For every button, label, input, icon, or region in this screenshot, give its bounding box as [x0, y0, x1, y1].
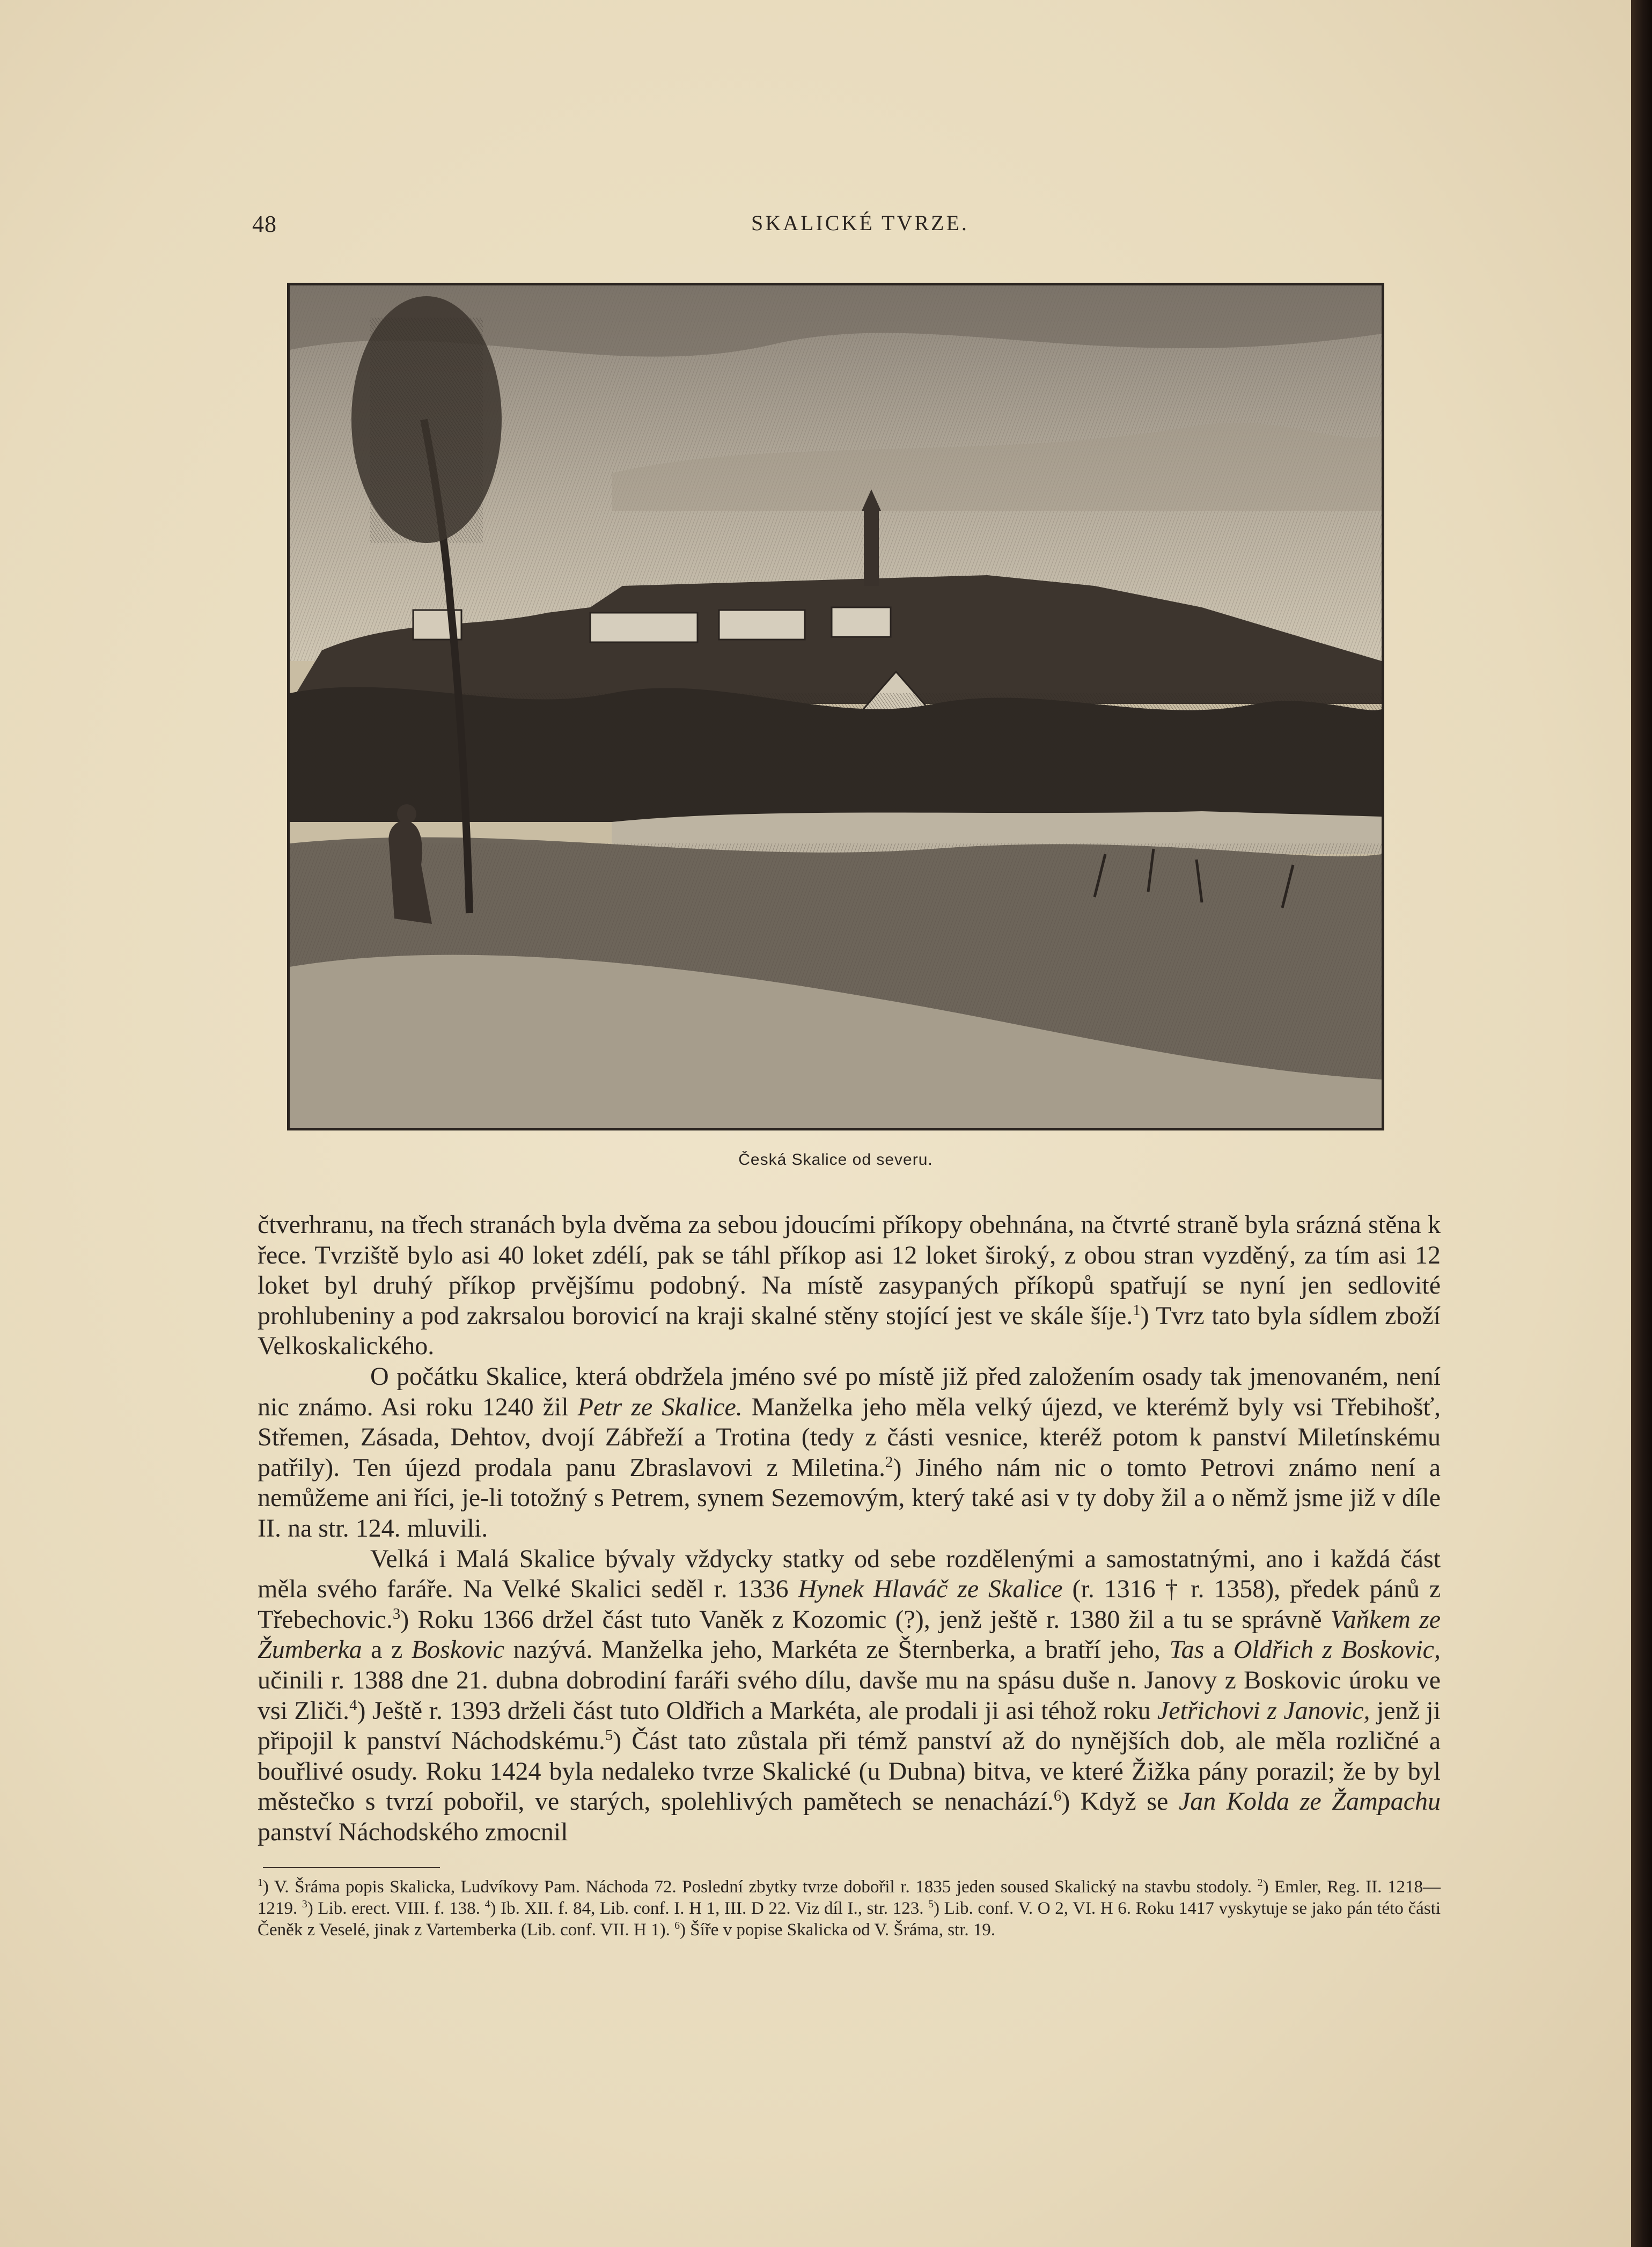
text-run: ) Emler, Reg. II. 1218—1219. — [258, 1877, 1441, 1918]
italic-name: Tas — [1169, 1635, 1205, 1664]
footnote-marker: 6 — [674, 1920, 680, 1932]
text-run: ) Tvrz tato byla sídlem zboží Velkoskalického. — [258, 1301, 1441, 1361]
text-run: ) Jiného nám nic o tomto Petrovi známo není a nemůžeme ani říci, je-li totožný s Petrem, synem Sezemovým, který také asi v ty doby žil a o němž jsme již v díle II. na str. 124. mluvili. — [258, 1453, 1441, 1543]
footnote-marker: 3 — [392, 1605, 401, 1622]
text-run: Velká i Malá Skalice bývaly vždycky statky od sebe rozdělenými a samostatnými, ano i každá část měla svého faráře. Na Velké Skalici seděl r. 1336 — [258, 1544, 1441, 1604]
italic-name: Hynek Hlaváč ze Skalice — [798, 1575, 1063, 1604]
footnote-marker: 1 — [258, 1877, 263, 1889]
page-number: 48 — [252, 211, 277, 237]
text-run: ) Roku 1366 držel část tuto Vaněk z Kozomic (?), jenž ještě r. 1380 žil a tu se správně — [400, 1605, 1331, 1634]
footnote-marker: 2 — [1257, 1877, 1263, 1889]
italic-name: Vaňkem ze Žumberka — [258, 1605, 1441, 1664]
text-run: jenž ji připojil k panství Náchodskému. — [258, 1696, 1441, 1756]
footnotes — [258, 1876, 1441, 1941]
text-run: ) Ib. XII. f. 84, Lib. conf. I. H 1, III. D 22. Viz díl I., str. 123. — [490, 1899, 929, 1918]
italic-name: Jan Kolda ze Žampachu — [1178, 1787, 1441, 1816]
text-run: ) Lib. erect. VIII. f. 138. — [307, 1899, 485, 1918]
scan-edge — [1631, 0, 1652, 2247]
text-run: nazývá. Manželka jeho, Markéta ze Šternberka, a bratří jeho, — [504, 1635, 1170, 1664]
footnote-marker: 5 — [605, 1727, 613, 1744]
italic-name: Jetřichovi z Janovic, — [1157, 1696, 1370, 1725]
text-run: ) Lib. conf. V. O 2, VI. H 6. Roku 1417 vyskytuje se jako pán této části Čeněk z Veselé, jinak z Vartemberka (Lib. conf. VII. H 1). — [258, 1899, 1441, 1940]
footnote-marker: 4 — [349, 1696, 357, 1714]
text-run: a — [1204, 1635, 1234, 1664]
text-run: čtverhranu, na třech stranách byla dvěma za sebou jdoucími příkopy obehnána, na čtvrté straně byla srázná stěna k řece. Tvrziště bylo asi 40 loket zdélí, pak se táhl příkop asi 12 loket široký, z obou stran vyzděný, za tím asi 12 loket byl druhý příkop prvějšímu podobný. Na místě zasypaných příkopů spatřují se nyní jen sedlovité prohlubeniny a pod zakrsalou borovicí na kraji skalné stěny stojící jest ve skále šíje. — [258, 1210, 1441, 1330]
italic-name: Oldřich z Boskovic, — [1233, 1635, 1441, 1664]
italic-name: Petr ze Skalice. — [577, 1392, 743, 1421]
text-run: O počátku Skalice, která obdržela jméno své po místě již před založením osady tak jmenovaném, není nic známo. Asi roku 1240 žil — [258, 1362, 1441, 1421]
footnote-marker: 6 — [1053, 1787, 1062, 1805]
footnote-separator — [263, 1867, 440, 1868]
footnote-marker: 1 — [1133, 1301, 1141, 1319]
paragraph-3 — [258, 1544, 1441, 1848]
text-run: ) Část tato zůstala při témž panství až do nynějších dob, ale měla rozličné a bouřlivé osudy. Roku 1424 byla nedaleko tvrze Skalické (u Dubna) bitva, ve které Žižka pány porazil; že by byl městečko s tvrzí pobořil, ve starých, spolehlivých pamětech se nenachází. — [258, 1727, 1441, 1816]
text-run: Manželka jeho měla velký újezd, ve kterémž byly vsi Třebihošť, Střemen, Zásada, Dehtov, dvojí Zábřeží a Trotina (tedy z části vesnice, kteréž potom k panství Miletínskému patřily). Ten újezd prodala panu Zbraslavovi z Miletina. — [258, 1392, 1441, 1482]
running-title: SKALICKÉ TVRZE. — [751, 211, 969, 235]
text-run: učinili r. 1388 dne 21. dubna dobrodiní faráři svého dílu, davše mu na spásu duše n. Janovy z Boskovic úroku ve vsi Zliči. — [258, 1665, 1441, 1725]
text-run: ) V. Šráma popis Skalicka, Ludvíkovy Pam. Náchoda 72. Poslední zbytky tvrze dobořil r. 1835 jeden soused Skalický na stavbu stodoly. — [262, 1877, 1258, 1897]
text-run: (r. 1316 † r. 1358), předek pánů z Třebechovic. — [258, 1575, 1441, 1634]
engraving-illustration — [287, 283, 1384, 1130]
landscape-engraving — [290, 285, 1382, 1128]
text-run: ) Šíře v popise Skalicka od V. Šráma, str. 19. — [679, 1920, 996, 1940]
italic-name: Boskovic — [411, 1635, 505, 1664]
footnote-marker: 3 — [302, 1898, 307, 1910]
body-text — [258, 1210, 1441, 1847]
footnote-marker: 5 — [928, 1898, 934, 1910]
footnote-marker: 4 — [484, 1898, 490, 1910]
text-run: ) Ještě r. 1393 drželi část tuto Oldřich a Markéta, ale prodali ji asi téhož roku — [357, 1696, 1157, 1725]
text-run: a z — [362, 1635, 412, 1664]
figure-caption: Česká Skalice od severu. — [738, 1151, 933, 1169]
paragraph-1 — [258, 1210, 1441, 1362]
text-run: ) Když se — [1061, 1787, 1179, 1816]
paragraph-2 — [258, 1362, 1441, 1544]
footnote-marker: 2 — [885, 1453, 893, 1471]
text-run: panství Náchodského zmocnil — [258, 1817, 568, 1846]
